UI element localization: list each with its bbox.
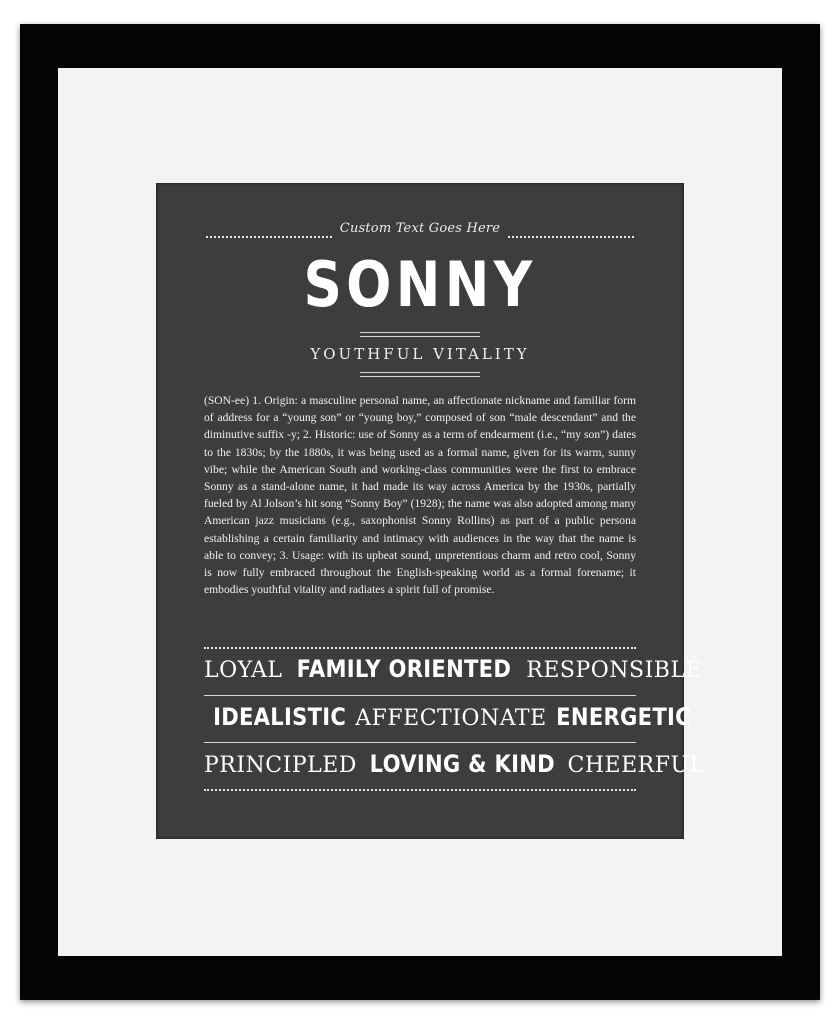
name-print: [156, 183, 705, 839]
rule-top-2: [360, 336, 480, 337]
trait-item: PRINCIPLED: [204, 753, 357, 778]
dotted-divider-left: [206, 236, 332, 238]
trait-item: ENERGETIC: [555, 703, 691, 731]
dotted-divider-traits-bottom: [204, 789, 636, 791]
subtitle: YOUTHFUL VITALITY: [310, 345, 530, 363]
trait-item: LOYAL: [204, 658, 283, 683]
mat-board: [58, 68, 782, 956]
picture-frame: [20, 24, 820, 1000]
trait-item: FAMILY ORIENTED: [297, 655, 512, 683]
trait-item: IDEALISTIC: [213, 703, 347, 731]
dotted-divider-right: [508, 236, 634, 238]
custom-text: Custom Text Goes Here: [339, 221, 501, 236]
trait-item: LOVING & KIND: [369, 750, 555, 778]
trait-divider: [204, 742, 636, 743]
trait-row-1: [204, 655, 703, 689]
rule-top-1: [360, 332, 480, 333]
rule-bottom-1: [360, 372, 480, 373]
trait-item: CHEERFUL: [567, 753, 705, 778]
trait-row-2: [204, 703, 691, 737]
trait-item: AFFECTIONATE: [355, 706, 547, 731]
trait-item: RESPONSIBLE: [526, 658, 703, 683]
trait-row-3: [204, 750, 705, 784]
name-title: SONNY: [303, 248, 537, 321]
dotted-divider-traits-top: [204, 647, 636, 649]
definition-text: (SON-ee) 1. Origin: a masculine personal name, an affectionate nickname and familiar form of address for a “young son” or “young boy,” composed of son “male descendant” and the diminutive suffix -y; 2. Historic: use of Sonny as a term of endearment (i.e., “my son”) dates to the 1830s; by the 1880s, it was being used as a formal name, given for its warm, sunny vibe; while the American South and working-class communities were the first to embrace Sonny as a stand-alone name, it had made its way across America by the 1930s, partially fueled by Al Jolson’s hit song “Sonny Boy” (1928); the name was also adopted among many American jazz musicians (e.g., saxophonist Sonny Rollins) as part of a public persona establishing a certain familiarity and intimacy with audiences in the way that the name is able to convey; 3. Usage: with its upbeat sound, unpretentious charm and retro cool, Sonny is now fully embraced throughout the English-speaking world as a formal forename; it embodies youthful vitality and radiates a spirit full of promise.: [204, 394, 636, 597]
trait-divider: [204, 695, 636, 696]
rule-bottom-2: [360, 376, 480, 377]
